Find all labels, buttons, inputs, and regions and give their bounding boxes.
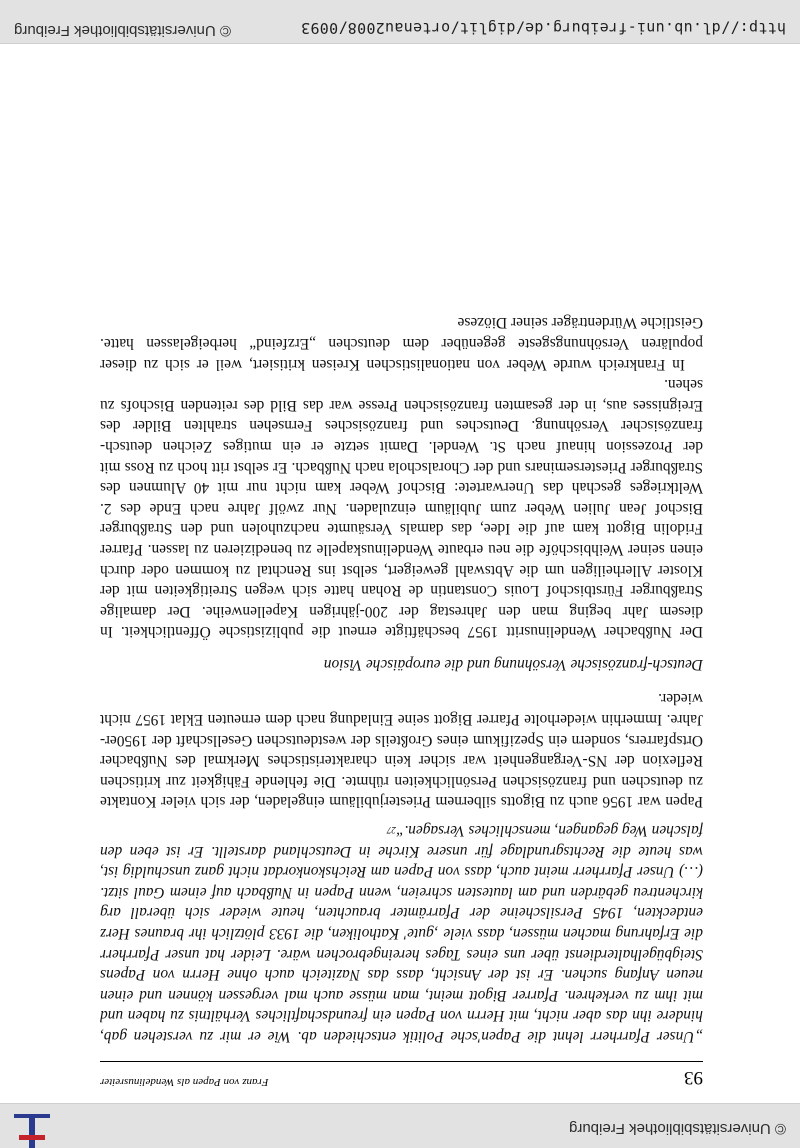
- paragraph: In Frankreich wurde Weber von nationalistischen Kreisen kritisiert, weil er sich zu dieser populären Versöhnungsgeste gegenüber dem deutschen „Erzfeind“ herbeigelassen hatte. Geistliche Würdenträger seiner Diözese: [100, 314, 703, 373]
- quote-text: „Unser Pfarrherr lehnt die Papen'sche Politik entschieden ab. Wie er mir zu verstehen gab, hindere ihn das aber nicht, mit Herrn von Papen ein freundschaftliches Verhältnis zu haben und mit ihm zu verkehren. Pfarrer Bigott meint, man müsse auch mal vergessen können und einen neuen Anfang suchen. Er ist der Ansicht, dass das Naziteich auch ohne Herrn von Papens Steigbügelhalterdienst über uns eines Tages hereingebrochen wäre. Leider hat unser Pfarrherr die Erfahrung machen müssen, dass viele ‚gute' Katholiken, die 1933 plötzlich ihr braunes Herz entdeckten, 1945 Persilscheine der Pfarrämter brauchten, heute wieder sich überall arg kirchentreu gebärden und am lautesten schreien, wenn Papen in Nußbach auf einem Gaul sitzt. (…) Unser Pfarrherr meint auch, dass von Papen am Reichskonkordat nicht ganz unschuldig ist, was heute die Rechtsgrundlage für unsere Kirche in Deutschland darstellt. Er ist eben den falschen Weg gegangen, menschliches Versagen.“: [100, 822, 703, 1045]
- paragraph: Der Nußbacher Wendelinusritt 1957 beschäftigte erneut die publizistische Öffentlichkeit. In diesem Jahr beging man den Jahrestag der 200-jährigen Kapellenweihe. Der damalige Straßburger Fürstbischof Louis Constantin de Rohan hatte sich wegen Streitigkeiten mit der Kloster Allerheiligen um die Abtswahl geweigert, selbst ins Renchtal zu kommen oder durch einen seiner Weihbischöfe die neu erbaute Wendelinuskapelle zu benedizieren zu lassen. Pfarrer Fridolin Bigott kam auf die Idee, das damals Versäumte nachzuholen und den Straßburger Bischof Jean Julien Weber zum Jubiläum einzuladen. Nur zwölf Jahre nach Ende des 2. Weltkrieges geschah das Unerwartete: Bischof Weber kam nicht nur mit 40 Alumnen des Straßburger Priesterseminars und der Choralschola nach Nußbach. Er selbst ritt hoch zu Ross mit der Prozession hinauf nach St. Wendel. Damit setzte er ein mutiges Zeichen deutsch-französischer Versöhnung. Deutsches und französisches Fernsehen strahlten Bilder des Ereignisses aus, in der gesamten französischen Presse war das Bild des reitenden Bischofs zu sehen.: [100, 376, 703, 641]
- page-header: [100, 1061, 703, 1102]
- library-banner-top: [0, 1103, 800, 1148]
- page-text: [100, 312, 703, 1046]
- section-heading: Deutsch-französische Versöhnung und die europäische Vision: [323, 655, 703, 673]
- copyright-notice-bottom: © Universitätsbibliothek Freiburg: [14, 22, 231, 39]
- running-title: Franz von Papen als Wendelinusreiter: [100, 1076, 269, 1088]
- block-quote: [100, 819, 703, 1046]
- permalink-url[interactable]: http://dl.ub.uni-freiburg.de/diglit/ortenau2008/0093: [300, 19, 786, 37]
- copyright-notice: © Universitätsbibliothek Freiburg: [569, 1120, 786, 1137]
- footnote-marker: 27: [386, 825, 396, 836]
- page-number: 93: [684, 1067, 703, 1088]
- library-banner-bottom: [0, 0, 800, 44]
- library-logo-icon: [14, 1104, 50, 1148]
- paragraph: Papen war 1956 auch zu Bigotts silbernem Priesterjubiläum eingeladen, der sich vieler Kontakte zu deutschen und französischen Persönlichkeiten rühmte. Die fehlende Fähigkeit zur kritischen Reflexion der NS-Vergangenheit war sicher kein charakteristisches Merkmal des Nußbacher Ortspfarrers, sondern ein Spezifikum eines Großteils der westdeutschen Gesellschaft der 1950er-Jahre. Immerhin wiederholte Pfarrer Bigott seine Einladung nach dem erneuten Eklat 1957 nicht wieder.: [100, 690, 703, 811]
